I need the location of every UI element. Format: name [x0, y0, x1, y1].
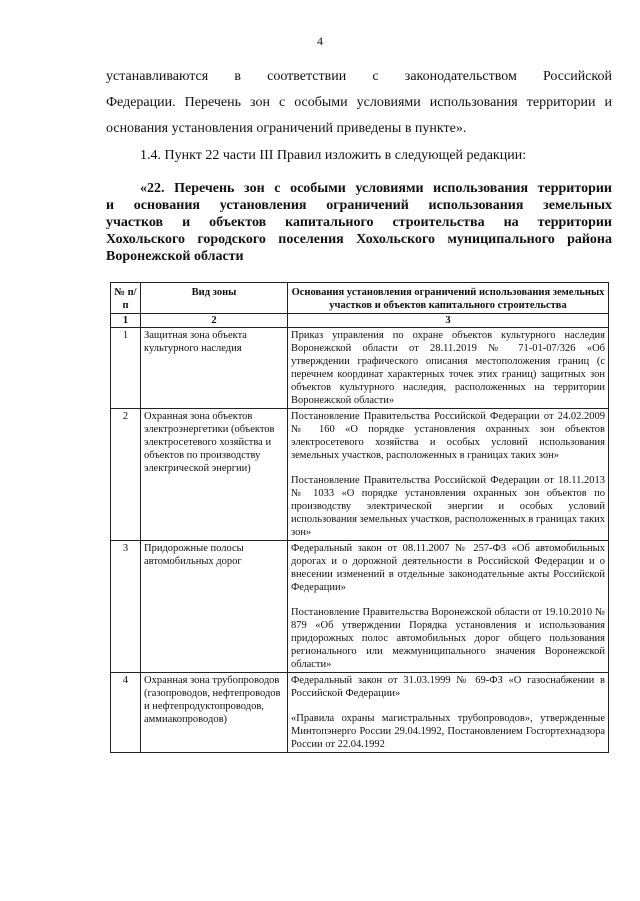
basis-paragraph: Приказ управления по охране объектов культурного наследия Воронежской области от 28.11.2019 № 71-01-07/326 «Об утверждении графического описания местоположения границ (с перечнем координат характерных точек этих границ) защитных зон объектов культурного наследия, расположенных на территории Воронежской области» — [291, 330, 605, 406]
heading-line-3: участков и объектов капитального строительства на территории — [106, 215, 612, 230]
basis-paragraph: Постановление Правительства Воронежской области от 19.10.2010 № 879 «Об утверждении Порядка установления и использования придорожных полос автомобильных дорог общего пользования регионального или межмуниципального значения Воронежской области» — [291, 607, 605, 670]
intro-line-1: устанавливаются в соответствии с законодательством Российской — [106, 69, 612, 84]
table-row — [111, 541, 609, 673]
page-number: 4 — [317, 34, 323, 48]
zones-table — [110, 282, 609, 753]
heading-line-5: Воронежской области — [106, 249, 244, 264]
header-no: № п/п — [111, 283, 141, 314]
zone-name: Охранная зона объектов электроэнергетики (объектов электросетевого хозяйства и объектов по производству электрической энергии) — [141, 409, 288, 541]
heading-line-2: и основания установления ограничений использования земельных — [106, 198, 612, 213]
col-number-2: 2 — [141, 314, 288, 328]
zone-basis — [288, 673, 609, 753]
zone-basis — [288, 328, 609, 409]
row-number: 2 — [111, 409, 141, 541]
basis-paragraph: Федеральный закон от 31.03.1999 № 69-ФЗ «О газоснабжении в Российской Федерации» — [291, 675, 605, 699]
table-header-row — [111, 283, 609, 314]
intro-line-2: Федерации. Перечень зон с особыми условиями использования территории и — [106, 95, 612, 110]
basis-paragraph: Федеральный закон от 08.11.2007 № 257-ФЗ «Об автомобильных дорогах и о дорожной деятельности в Российской Федерации и о внесении изменений в отдельные законодательные акты Российской Федерации» — [291, 543, 605, 593]
table-row — [111, 409, 609, 541]
amendment-paragraph: 1.4. Пункт 22 части III Правил изложить в следующей редакции: — [140, 148, 527, 163]
col-number-3: 3 — [288, 314, 609, 328]
section-heading — [106, 180, 612, 265]
intro-paragraph — [106, 64, 612, 142]
zone-basis — [288, 409, 609, 541]
zone-name: Охранная зона трубопроводов (газопроводов, нефтепроводов и нефтепродуктопроводов, аммиакопроводов) — [141, 673, 288, 753]
basis-paragraph: Постановление Правительства Российской Федерации от 18.11.2013 № 1033 «О порядке установления охранных зон объектов по производству электрической энергии и особых условий использования земельных участков, расположенных в границах таких зон» — [291, 475, 605, 538]
header-basis: Основания установления ограничений использования земельных участков и объектов капитального строительства — [288, 283, 609, 314]
basis-paragraph: «Правила охраны магистральных трубопроводов», утвержденные Минтопэнерго России 29.04.1992, Постановлением Госгортехнадзора России от 22.04.1992 — [291, 713, 605, 750]
table-row — [111, 673, 609, 753]
column-number-row — [111, 314, 609, 328]
table-row — [111, 328, 609, 409]
heading-line-4: Хохольского городского поселения Хохольского муниципального района — [106, 232, 612, 247]
col-number-1: 1 — [111, 314, 141, 328]
header-zone: Вид зоны — [141, 283, 288, 314]
zone-name: Защитная зона объекта культурного наследия — [141, 328, 288, 409]
row-number: 3 — [111, 541, 141, 673]
row-number: 1 — [111, 328, 141, 409]
zone-name: Придорожные полосы автомобильных дорог — [141, 541, 288, 673]
intro-line-3: основания установления ограничений приведены в пункте». — [106, 121, 467, 136]
zone-basis — [288, 541, 609, 673]
row-number: 4 — [111, 673, 141, 753]
heading-line-1: «22. Перечень зон с особыми условиями использования территории — [140, 181, 612, 196]
basis-paragraph: Постановление Правительства Российской Федерации от 24.02.2009 № 160 «О порядке установления охранных зон объектов электросетевого хозяйства и особых условий использования земельных участков, расположенных в границах таких зон» — [291, 411, 605, 461]
